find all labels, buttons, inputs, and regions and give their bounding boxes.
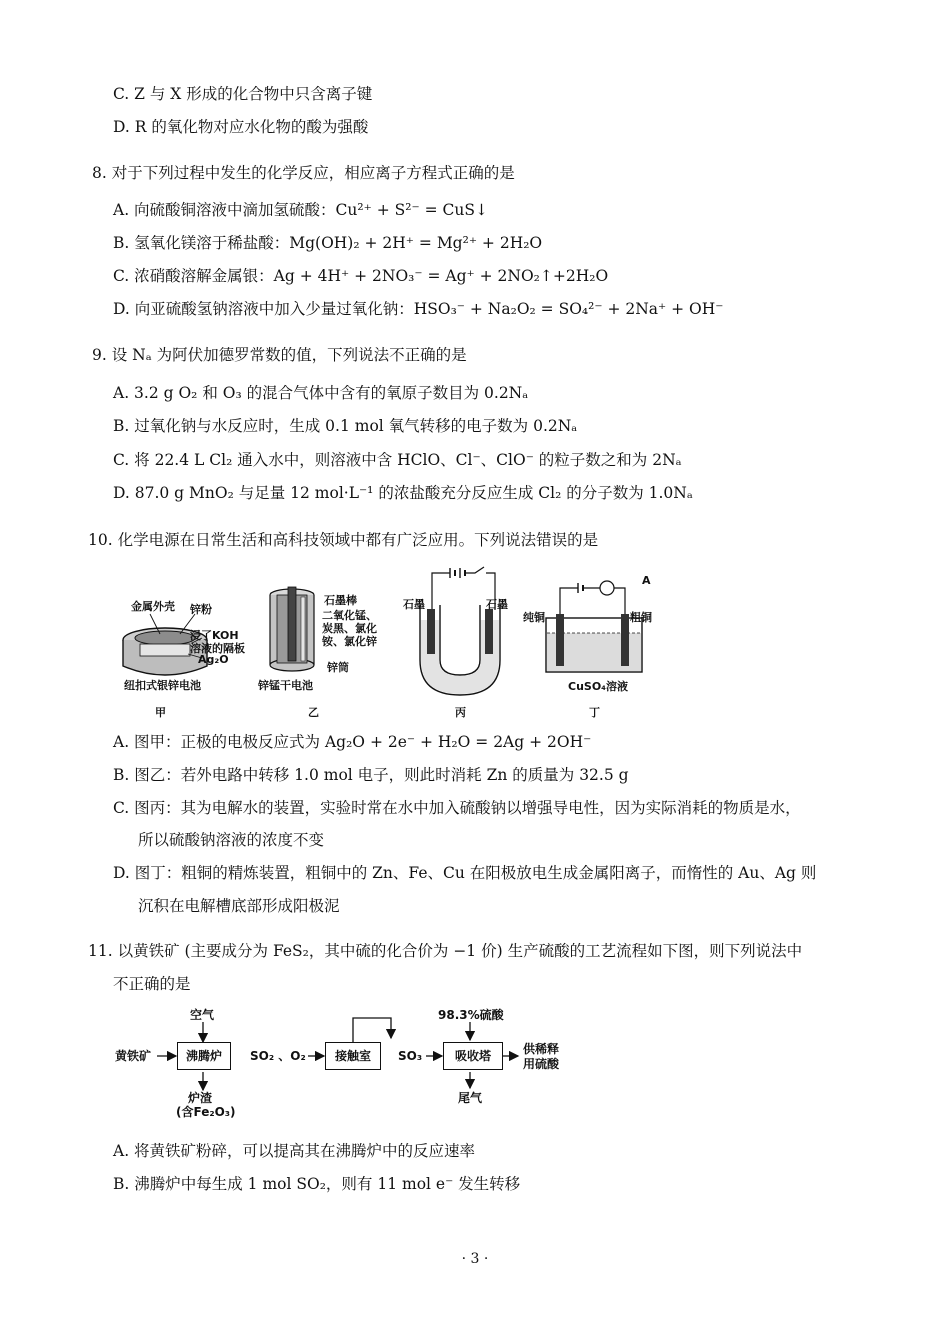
jia-separator-label-2: 溶液的隔板 — [190, 642, 245, 655]
figure-ding-copper-refining — [540, 578, 650, 678]
q10-option-c-line1: C. 图丙：其为电解水的装置，实验时常在水中加入硫酸钠以增强导电性，因为实际消耗的物质是水， — [113, 799, 801, 817]
flow-slag-label-1: 炉渣 — [188, 1091, 213, 1105]
bing-right-label: 石墨 — [486, 598, 508, 611]
q9-option-a: A. 3.2 g O₂ 和 O₃ 的混合气体中含有的氧原子数目为 0.2Nₐ — [113, 384, 529, 402]
q8-option-d: D. 向亚硫酸氢钠溶液中加入少量过氧化钠：HSO₃⁻ + Na₂O₂ = SO₄²⁻ + 2Na⁺ + OH⁻ — [113, 300, 724, 318]
flow-out-label-2: 用硫酸 — [523, 1057, 560, 1071]
q9-option-c: C. 将 22.4 L Cl₂ 通入水中，则溶液中含 HClO、Cl⁻、ClO⁻ 的粒子数之和为 2Nₐ — [113, 451, 682, 469]
flow-acid-in-label: 98.3%硫酸 — [438, 1008, 504, 1022]
q9-option-d: D. 87.0 g MnO₂ 与足量 12 mol·L⁻¹ 的浓盐酸充分反应生成 Cl₂ 的分子数为 1.0Nₐ — [113, 484, 693, 502]
yi-can-label: 锌筒 — [327, 661, 349, 674]
flow-gas1-label: SO₂ 、O₂ — [250, 1049, 306, 1063]
jia-shell-label: 金属外壳 — [131, 600, 175, 613]
q9-stem: 9. 设 Nₐ 为阿伏加德罗常数的值，下列说法不正确的是 — [92, 346, 467, 364]
jia-tag: 甲 — [155, 706, 166, 719]
q10-option-c-line2: 所以硫酸钠溶液的浓度不变 — [138, 831, 325, 849]
q7-option-c: C. Z 与 X 形成的化合物中只含离子键 — [113, 85, 373, 103]
q10-option-d-line1: D. 图丁：粗铜的精炼装置，粗铜中的 Zn、Fe、Cu 在阳极放电生成金属阳离子，而惰性的 Au、Ag 则 — [113, 864, 817, 882]
page-number: · 3 · — [461, 1251, 489, 1267]
ding-left-label: 纯铜 — [523, 611, 545, 624]
flow-absorber-box: 吸收塔 — [443, 1042, 503, 1070]
flow-furnace-box: 沸腾炉 — [177, 1042, 231, 1070]
flow-out-label-1: 供稀释 — [523, 1042, 560, 1056]
figure-bing-electrolysis — [400, 565, 520, 700]
flow-slag-label-2: (含Fe₂O₃) — [176, 1105, 236, 1119]
yi-paste-label-3: 铵、氯化锌 — [322, 635, 377, 648]
yi-tag: 乙 — [308, 706, 319, 719]
flow-air-label: 空气 — [190, 1008, 215, 1022]
q10-stem: 10. 化学电源在日常生活和高科技领域中都有广泛应用。下列说法错误的是 — [88, 531, 599, 549]
ding-meter-label: A — [642, 574, 651, 587]
q11-option-a: A. 将黄铁矿粉碎，可以提高其在沸腾炉中的反应速率 — [113, 1142, 476, 1160]
q8-option-c: C. 浓硝酸溶解金属银：Ag + 4H⁺ + 2NO₃⁻ = Ag⁺ + 2NO₂↑+2H₂O — [113, 267, 609, 285]
q11-stem-line1: 11. 以黄铁矿 (主要成分为 FeS₂，其中硫的化合价为 −1 价) 生产硫酸的工艺流程如下图，则下列说法中 — [88, 942, 803, 960]
q8-option-b: B. 氢氧化镁溶于稀盐酸：Mg(OH)₂ + 2H⁺ = Mg²⁺ + 2H₂O — [113, 234, 543, 252]
ding-right-label: 粗铜 — [630, 611, 652, 624]
bing-left-label: 石墨 — [403, 598, 425, 611]
jia-zinc-label: 锌粉 — [190, 603, 212, 616]
jia-ag2o-label: Ag₂O — [198, 653, 229, 666]
yi-paste-label-1: 二氧化锰、 — [322, 609, 377, 622]
q8-option-a: A. 向硫酸铜溶液中滴加氢硫酸：Cu²⁺ + S²⁻ = CuS↓ — [113, 201, 488, 219]
yi-rod-label: 石墨棒 — [324, 594, 357, 607]
q10-option-a: A. 图甲：正极的电极反应式为 Ag₂O + 2e⁻ + H₂O = 2Ag + 2OH⁻ — [113, 733, 592, 751]
q11-stem-line2: 不正确的是 — [113, 975, 191, 993]
q7-option-d: D. R 的氧化物对应水化物的酸为强酸 — [113, 118, 369, 136]
bing-tag: 丙 — [455, 706, 466, 719]
q11-option-b: B. 沸腾炉中每生成 1 mol SO₂，则有 11 mol e⁻ 发生转移 — [113, 1175, 521, 1193]
q10-option-b: B. 图乙：若外电路中转移 1.0 mol 电子，则此时消耗 Zn 的质量为 32.5 g — [113, 766, 629, 784]
figure-yi-dry-cell — [265, 585, 325, 680]
flow-ore-label: 黄铁矿 — [115, 1049, 152, 1063]
jia-separator-label-1: 浸了KOH — [190, 629, 239, 642]
flow-tail-label: 尾气 — [458, 1091, 483, 1105]
q8-stem: 8. 对于下列过程中发生的化学反应，相应离子方程式正确的是 — [92, 164, 515, 182]
q10-option-d-line2: 沉积在电解槽底部形成阳极泥 — [138, 897, 340, 915]
ding-tag: 丁 — [589, 706, 600, 719]
flow-gas2-label: SO₃ — [398, 1049, 423, 1063]
ding-solution-label: CuSO₄溶液 — [568, 680, 628, 693]
flow-contact-box: 接触室 — [325, 1042, 381, 1070]
q9-option-b: B. 过氧化钠与水反应时，生成 0.1 mol 氧气转移的电子数为 0.2Nₐ — [113, 417, 578, 435]
jia-name: 纽扣式银锌电池 — [124, 679, 201, 692]
yi-paste-label-2: 炭黑、氯化 — [322, 622, 377, 635]
yi-name: 锌锰干电池 — [258, 679, 313, 692]
